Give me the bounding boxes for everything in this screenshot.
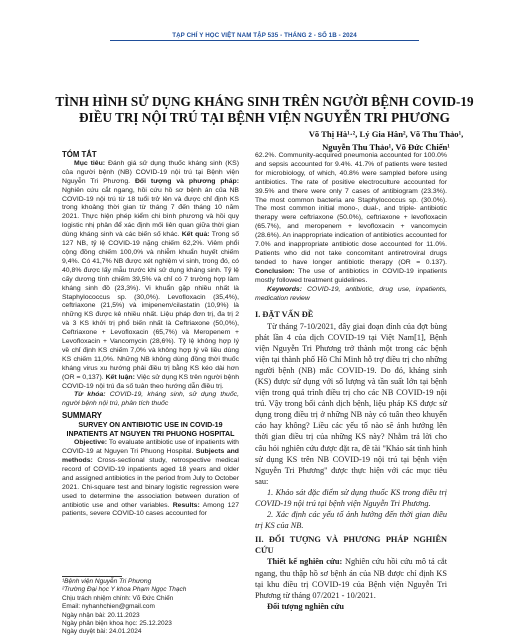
tomtat-conclusion-label: Kết luận:	[103, 373, 135, 381]
journal-header: TẠP CHÍ Y HỌC VIỆT NAM TẬP 535 - THÁNG 2 - SỐ 1B - 2024	[172, 32, 357, 39]
footnote-rule	[62, 576, 122, 577]
summary-result-continued: 62.2%. Community-acquired pneumonia accounted for 100.0% and sepsis accounted for 9.4%. 41.7% of patients were tested for microbiology, of which, 40.8% were sampled before using antibiotics. The rate of positive electroculture accounted for 39.5% and there were only 7 cases of antibiogram (23.3%). The most common bacteria are Staphylococcus sp. (30.0%). The most common initial mono-, dual-, and triple- antibiotic therapy were ceftriaxone (50.0%), ceftriaxone + levofloxacin (65.7%), and meropenem + levofloxacin + vancomycin (28.6%). An inappropriate indication of antibiotics accounted for 7.0% and inappropriate antibiotic dose accounted for 11.0%. Patients who did not take concomitant antiretroviral drugs tended to have longer antibiotic therapy (OR = 0.137).	[255, 152, 447, 266]
footnote-received: Ngày nhận bài: 20.11.2023	[62, 611, 140, 619]
section2-design	[255, 556, 447, 600]
summary-objective: To evaluate antibiotic use of inpatients with COVID-19 at Nguyen Tri Phuong Hospital.	[62, 439, 239, 456]
footnotes	[62, 578, 242, 637]
summary-conclusion-label: Conclusion:	[255, 267, 295, 275]
summary-english-title: SURVEY ON ANTIBIOTIC USE IN COVID-19 INPATIENTS AT NGUYEN TRI PHUONG HOSPITAL	[66, 421, 235, 439]
section2-design-text: Nghiên cứu hồi cứu mô tả cắt ngang, thu thập hồ sơ bệnh án của NB được chỉ định KS tại khu điều trị COVID-19 của Bệnh viện Nguyễn Tri Phương từ tháng 07/2021 - 10/2021.	[255, 557, 447, 600]
tomtat-objective-label: Mục tiêu:	[74, 159, 106, 167]
tomtat-method-label: Đối tượng và phương pháp:	[130, 177, 239, 185]
section2-design-label: Thiết kế nghiên cứu:	[267, 557, 343, 567]
tomtat-result-label: Kết quả:	[179, 231, 210, 239]
summary-keywords	[255, 286, 447, 304]
tomtat-heading: TÓM TẮT	[62, 150, 97, 159]
summary-result: Among 127 patients, severe COVID-10 cases accounted for	[62, 501, 240, 518]
summary-conclusion: The use of antibiotics in COVID-19 inpatients mostly followed treatment guidelines.	[255, 267, 447, 284]
tomtat-abstract	[62, 160, 239, 392]
summary-result-label: Results:	[169, 501, 200, 509]
tomtat-conclusion: Việc sử dụng KS trên người bệnh COVID-19 nội trú đa số tuân theo hướng dẫn điều trị.	[62, 373, 240, 390]
footnote-reviewed: Ngày phản biện khoa học: 25.12.2023	[62, 620, 172, 628]
authors-line1: Võ Thị Hà¹·², Lý Gia Hân², Võ Thu Thảo¹,	[308, 129, 464, 139]
summary-keywords-text: COVID-19, antibiotic, drug use, inpatients, medication review	[255, 285, 447, 302]
summary-keywords-label: Keywords:	[267, 285, 302, 293]
footnote-corresponding: Chịu trách nhiệm chính: Võ Đức Chiến	[62, 594, 174, 602]
summary-method-label: Subjects and methods:	[62, 448, 239, 464]
tomtat-keywords-label: Từ khóa:	[74, 391, 106, 399]
section1-aim-1: 1. Khảo sát đặc điểm sử dụng thuốc KS trong điều trị COVID-19 nội trú tại bệnh viện Nguyễn Tri Phương.	[255, 487, 447, 508]
section1-heading: I. ĐẶT VẤN ĐỀ	[255, 310, 314, 320]
footnote-affiliation-1: ¹Bệnh viện Nguyễn Tri Phương	[62, 578, 152, 585]
summary-objective-label: Objective:	[74, 439, 108, 447]
tomtat-objective: Đánh giá sử dụng thuốc kháng sinh (KS) của người bệnh (NB) COVID-19 nội trú tại Bệnh viện Nguyễn Tri Phương.	[62, 159, 239, 185]
tomtat-method: Nghiên cứu cắt ngang, hồi cứu hồ sơ bệnh án của NB COVID-19 nội trú từ 18 tuổi trở lên và được chỉ định KS trong khoảng thời gian từ tháng 7 đến tháng 10 năm 2021. Thực hiện phép kiểm chi bình phương và hồi quy logistic nhị phân để xác định mối liên quan giữa thời gian dùng kháng sinh và các biến số khác.	[62, 186, 239, 239]
tomtat-keywords-text: COVID-19, kháng sinh, sử dụng thuốc, người bệnh nội trú, phân tích thuốc	[62, 391, 239, 408]
section1	[255, 309, 447, 612]
paper-title-line2: ĐIỀU TRỊ NỘI TRÚ TẠI BỆNH VIỆN NGUYỄN TRI PHƯƠNG	[79, 110, 450, 125]
tomtat-result: Trong số 127 NB, tỷ lệ COVID-19 nặng chiếm 62,2%. Viêm phổi cộng đồng chiếm 100,0% và nhiễm khuẩn huyết chiếm 9,4%. Có 41,7% NB được xét nghiệm vi sinh, trong đó, có 40,8% được lấy mẫu trước khi sử dụng kháng sinh. Tỷ lệ cấy dương tính chiếm 39,5% và chỉ có 7 trường hợp làm kháng sinh đồ (23,3%). Vi khuẩn gặp nhiều nhất là Staphylococcus sp. (30,0%). Levofloxacin (35,4%), ceftriaxone (21,5%) và imipenem/cilastatin (10,9%) là những KS được kê nhiều nhất. Liệu pháp đơn trị, đa trị 2 và 3 KS khởi trị phổ biến nhất là Ceftriaxone (50,0%), Ceftriaxone + Levofloxacin (65,7%) và Meropenem + Levofloxacin + Vancomycin (28,6%). Tỷ lệ không hợp lý về chỉ định KS chiếm 7,0% và không hợp lý về liều dùng KS chiếm 11,0%. Những NB không dùng đồng thời thuốc kháng virus xu hướng phải điều trị bằng KS kéo dài hơn (OR = 0,137).	[62, 231, 240, 381]
section2-subject-label: Đối tượng nghiên cứu	[267, 601, 345, 611]
section1-aim-2: 2. Xác định các yếu tố ảnh hưởng đến thời gian điều trị KS của NB.	[255, 510, 447, 531]
section2-heading: II. ĐỐI TƯỢNG VÀ PHƯƠNG PHÁP NGHIÊN CỨU	[255, 535, 447, 556]
summary-continued	[255, 152, 447, 286]
header-rule	[110, 40, 419, 41]
authors-line2: Nguyễn Thu Thảo¹, Võ Đức Chiến¹	[322, 142, 450, 152]
summary-heading: SUMMARY	[62, 411, 102, 421]
summary-method: Cross-sectional study, retrospective medical record of COVID-19 inpatients aged 18 years and older and assigned antibiotics in the period from July to October 2021. Chi-square test and binary logistic regression were used to determine the association between duration of antibiotic use and other variables.	[62, 457, 239, 509]
summary-abstract	[62, 439, 239, 519]
paper-title-line1: TÌNH HÌNH SỬ DỤNG KHÁNG SINH TRÊN NGƯỜI BỆNH COVID-19	[55, 94, 474, 109]
footnote-email: Email: nyhanhchien@gmail.com	[62, 603, 155, 611]
right-column	[255, 152, 447, 612]
footnote-affiliation-2: ²Trường Đại học Y khoa Phạm Ngọc Thạch	[62, 586, 187, 594]
section1-paragraph: Từ tháng 7-10/2021, đây giai đoạn đỉnh của đợt bùng phát lần 4 của dịch COVID-19 tại Việt Nam[1], Bệnh viện Nguyễn Tri Phương trở thành một trong các bệnh viện tại thành phố Hồ Chí Minh hỗ trợ điều trị cho những người bệnh (NB) mắc COVID-19. Do đó, kháng sinh (KS) được sử dụng với số lượng và tần suất lớn tại bệnh viện trong quá trình điều trị cho các NB COVID-19 nội trú. Vậy trong bối cảnh dịch bệnh, liệu pháp KS được sử dụng trong điều trị ở những NB này có tuân theo khuyến cáo hay không? Liều các yếu tố nào sẽ ảnh hưởng lên thời gian điều trị của những KS này? Nhằm trả lời cho câu hỏi nghiên cứu được đặt ra, đề tài "Khảo sát tình hình sử dụng KS trên NB COVID-19 nội trú tại bệnh viện Nguyễn Tri Phương" được thực hiện với các mục tiêu sau:	[255, 321, 447, 486]
tomtat-keywords	[62, 391, 239, 409]
left-column	[62, 151, 239, 519]
footnote-accepted: Ngày duyệt bài: 24.01.2024	[62, 628, 142, 636]
